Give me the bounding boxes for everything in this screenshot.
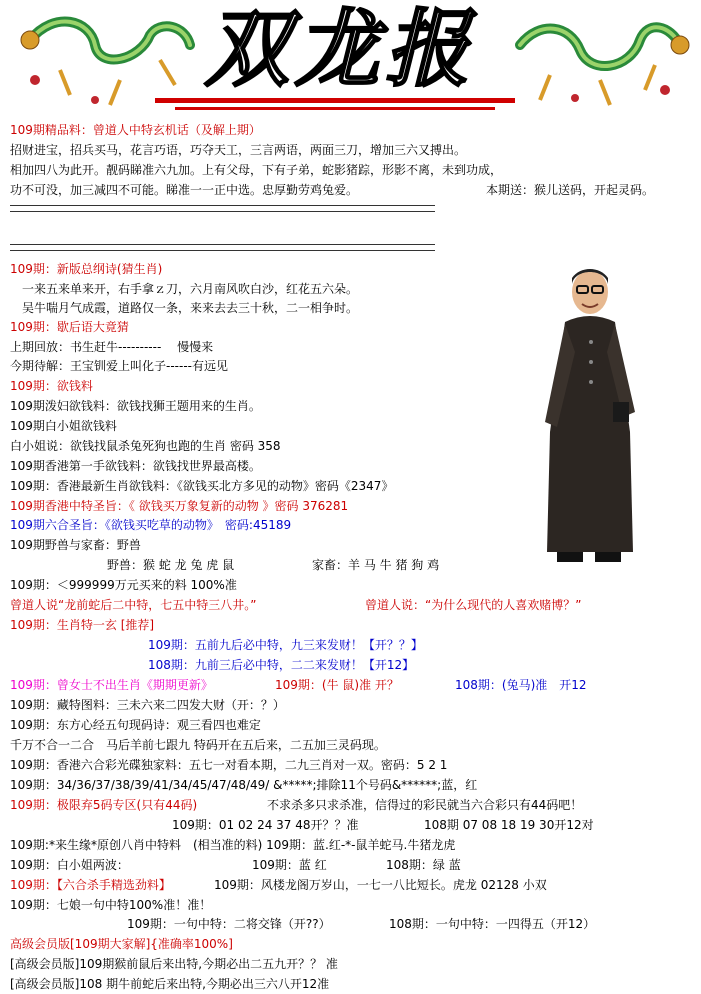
text-line: 曾道人说“龙前蛇后二中特，七五中特三八井。” — [10, 598, 257, 612]
title-underline-2 — [175, 107, 495, 110]
text-line: 109期：蓝 红 — [252, 858, 327, 872]
divider — [10, 244, 435, 251]
text-line: 吴牛喘月气成霞，道路仅一条，来来去去三十秋，二一相争时。 — [22, 301, 359, 315]
text-line: 109期：01 02 24 37 48开？？准 — [172, 818, 359, 832]
text-line: 108期：一句中特：一四得五（开12） — [389, 917, 596, 931]
text-line: 109期泼妇欲钱料：欲钱找狮王题用来的生肖。 — [10, 399, 261, 413]
text-line: 109期：生肖特一玄 [推荐] — [10, 618, 155, 632]
text-line: 109期：一句中特：二将交锋（开??） — [127, 917, 331, 931]
text-line: 野兽：猴 蛇 龙 兔 虎 鼠 — [107, 558, 235, 572]
text-line: 109期：藏特图料：三未六来二四发大财（开：？） — [10, 698, 285, 712]
text-line: 109期：白小姐两波： — [10, 858, 129, 872]
text-line: 108期：(兔马)准 开12 — [455, 678, 587, 692]
masthead-title: 双龙报 — [205, 0, 476, 98]
text-line: 109期：七娘一句中特100%准！准！ — [10, 898, 212, 912]
text-line: 109期白小姐欲钱料 — [10, 419, 117, 433]
text-line: 109期：曾女士不出生肖《期期更新》 — [10, 678, 213, 692]
text-line: 109期：新版总纲诗(猜生肖) — [10, 262, 163, 276]
text-line: 109期：＜999999万元买来的料 100%准 — [10, 578, 237, 592]
text-line: [高级会员版]109期猴前鼠后来出特,今期必出二五九开？？ 准 — [10, 957, 338, 971]
text-line: 109期香港第一手欲钱料：欲钱找世界最高楼。 — [10, 459, 261, 473]
text-line: 白小姐说：欲钱找鼠杀兔死狗也跑的生肖 密码 358 — [10, 439, 281, 453]
text-line: 招财进宝，招兵买马，花言巧语，巧夺天工，三言两语，两面三刀，增加三六又搏出。 — [10, 143, 467, 157]
text-line: 109期六合圣旨：《欲钱买吃草的动物》 密码:45189 — [10, 518, 292, 532]
title-underline — [155, 98, 515, 103]
text-line: 109期野兽与家畜：野兽 — [10, 538, 141, 552]
text-line: 功不可没，加三减四不可能。睇准一一正中选。忠厚勤劳鸡兔爱。 — [10, 183, 359, 197]
text-line: 109期：【六合杀手精选劲料】 — [10, 878, 171, 892]
text-line: 109期：五前九后必中特，九三来发财！【开？？】 — [148, 638, 423, 652]
text-line: 不求杀多只求杀准，信得过的彩民就当六合彩只有44码吧！ — [267, 798, 583, 812]
text-line: 千万不合一二合 马后羊前七跟九 特码开在五后来，二五加三灵码现。 — [10, 738, 386, 752]
text-line: 108期：九前三后必中特，二二来发财！【开12】 — [148, 658, 415, 672]
text-line: 109期:*来生缘*原创八肖中特料 (相当准的料) 109期：蓝.红-*-鼠羊蛇马.牛猪龙虎 — [10, 838, 456, 852]
text-line: 108期：绿 蓝 — [386, 858, 461, 872]
text-line: 109期：(牛 鼠)准 开？ — [275, 678, 399, 692]
text-line: 109期香港中特圣旨：《 欲钱买万象复新的动物 》密码 376281 — [10, 499, 349, 513]
text-line: 上期回放：书生赶牛---------- 慢慢来 — [10, 340, 214, 354]
text-line: 109期：34/36/37/38/39/41/34/45/47/48/49/ &*****;排除11个号码&******;蓝，红 — [10, 778, 478, 792]
text-line: [高级会员版]108 期牛前蛇后来出特,今期必出三六八开12准 — [10, 977, 330, 991]
text-line: 今期待解：王宝钏爱上叫化子------有远见 — [10, 359, 228, 373]
text-line: 相加四八为此开。靓码睇准六九加。上有父母，下有子弟，蛇影猪踪，形影不离，未到功成， — [10, 163, 503, 177]
text-line: 109期：香港最新生肖欲钱料：《欲钱买北方多见的动物》密码《2347》 — [10, 479, 394, 493]
masthead — [0, 0, 701, 118]
text-line: 109期：东方心经五句现码诗：观三看四也难定 — [10, 718, 261, 732]
text-line: 108期 07 08 18 19 30开12对 — [424, 818, 594, 832]
text-line: 109期：风楼龙阁万岁山，一七一八比短长。虎龙 02128 小双 — [214, 878, 547, 892]
text-line: 109期精品料：曾道人中特玄机话（及解上期） — [10, 123, 261, 137]
divider — [10, 205, 435, 212]
text-line: 109期：香港六合彩光碟独家料：五七一对看本期，二九三肖对一双。密码：5 2 1 — [10, 758, 448, 772]
text-line: 一来五来单来开，右手拿ｚ刀，六月南风吹白沙，红花五六朵。 — [22, 282, 359, 296]
text-line: 家畜：羊 马 牛 猪 狗 鸡 — [312, 558, 440, 572]
text-line: 109期：欲钱料 — [10, 379, 93, 393]
text-line: 曾道人说：“为什么现代的人喜欢赌博？” — [365, 598, 582, 612]
text-line: 高级会员版[109期大家解]{准确率100%] — [10, 937, 233, 951]
text-line: 109期：歇后语大竟猜 — [10, 320, 129, 334]
man-portrait-icon — [535, 262, 645, 572]
text-line: 本期送：猴儿送码，开起灵码。 — [486, 183, 655, 197]
text-line: 109期：极限弃5码专区(只有44码) — [10, 798, 198, 812]
